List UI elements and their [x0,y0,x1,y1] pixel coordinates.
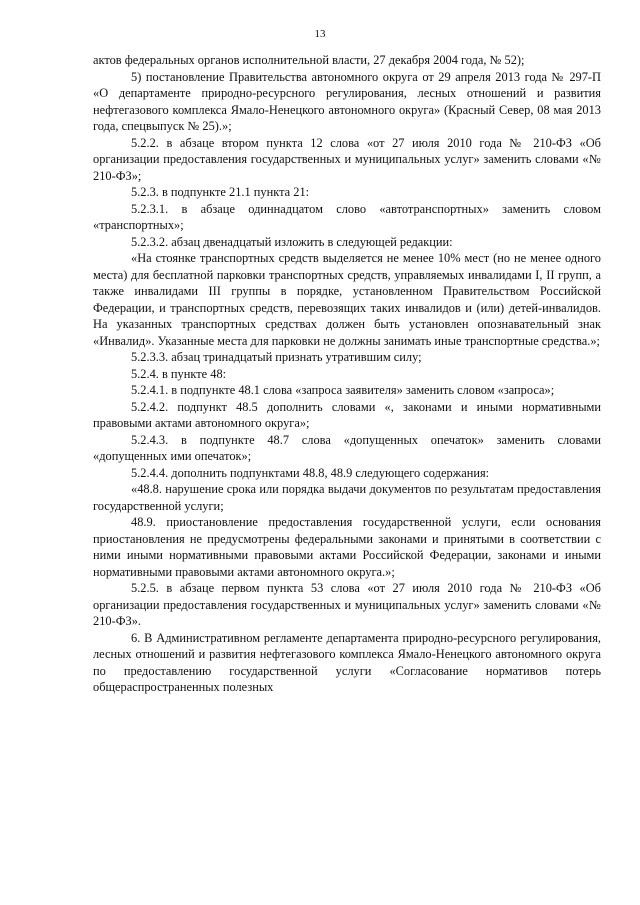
paragraph: «48.8. нарушение срока или порядка выдачи документов по результатам предоставления государственной услуги; [93,482,601,513]
paragraph: 5.2.4.1. в подпункте 48.1 слова «запроса заявителя» заменить словом «запроса»; [131,383,555,397]
paragraph: 48.9. приостановление предоставления государственной услуги, если основания приостановления не предусмотрены федеральными законами и принятыми в соответствии с ними иными нормативными правовыми актами Российской Федерации, законами и иными нормативными правовыми актами автономного округа.»; [93,515,601,579]
paragraph: «На стоянке транспортных средств выделяется не менее 10% мест (но не менее одного места) для бесплатной парковки транспортных средств, управляемых инвалидами I, II групп, а также инвалидами III группы в порядке, установленном Правительством Российской Федерации, и транспортных средств, перевозящих таких инвалидов и (или) детей-инвалидов. На указанных транспортных средствах должен быть установлен опознавательный знак «Инвалид». Указанные места для парковки не должны занимать иные транспортные средства.»; [93,251,601,348]
page-number: 13 [314,28,326,40]
paragraph: 5.2.3.1. в абзаце одиннадцатом слово «автотранспортных» заменить словом «транспортных»; [93,201,601,232]
paragraph: актов федеральных органов исполнительной власти, 27 декабря 2004 года, № 52); [93,53,525,67]
paragraph: 5.2.3.2. абзац двенадцатый изложить в следующей редакции: [131,234,453,249]
paragraph: 5.2.4. в пункте 48: [131,366,227,381]
paragraph: 5.2.4.3. в подпункте 48.7 слова «допущенных опечаток» заменить словами «допущенных ими опечаток»; [93,432,601,463]
paragraph: 5.2.5. в абзаце первом пункта 53 слова «от 27 июля 2010 года № 210-ФЗ «Об организации предоставления государственных и муниципальных услуг» заменить словами «№ 210-ФЗ». [93,581,601,628]
paragraph: 5.2.2. в абзаце втором пункта 12 слова «от 27 июля 2010 года № 210-ФЗ «Об организации предоставления государственных и муниципальных услуг» заменить словами «№ 210-ФЗ»; [93,135,601,183]
document-body [93,52,601,696]
paragraph: 5) постановление Правительства автономного округа от 29 апреля 2013 года № 297-П «О департаменте природно-ресурсного регулирования, лесных отношений и развития нефтегазового комплекса Ямало-Ненецкого автономного округа» (Красный Север, 08 мая 2013 года, спецвыпуск № 25).»; [93,69,601,133]
paragraph: 6. В Административном регламенте департамента природно-ресурсного регулирования, лесных отношений и развития нефтегазового комплекса Ямало-Ненецкого автономного округа по предоставлению государственной услуги «Согласование нормативов потерь общераспространенных полезных [93,630,601,694]
paragraph: 5.2.3. в подпункте 21.1 пункта 21: [131,185,310,199]
paragraph: 5.2.3.3. абзац тринадцатый признать утратившим силу; [131,350,422,364]
paragraph: 5.2.4.4. дополнить подпунктами 48.8, 48.9 следующего содержания: [131,465,490,480]
paragraph: 5.2.4.2. подпункт 48.5 дополнить словами «, законами и иными нормативными правовыми актами автономного округа»; [93,399,601,430]
